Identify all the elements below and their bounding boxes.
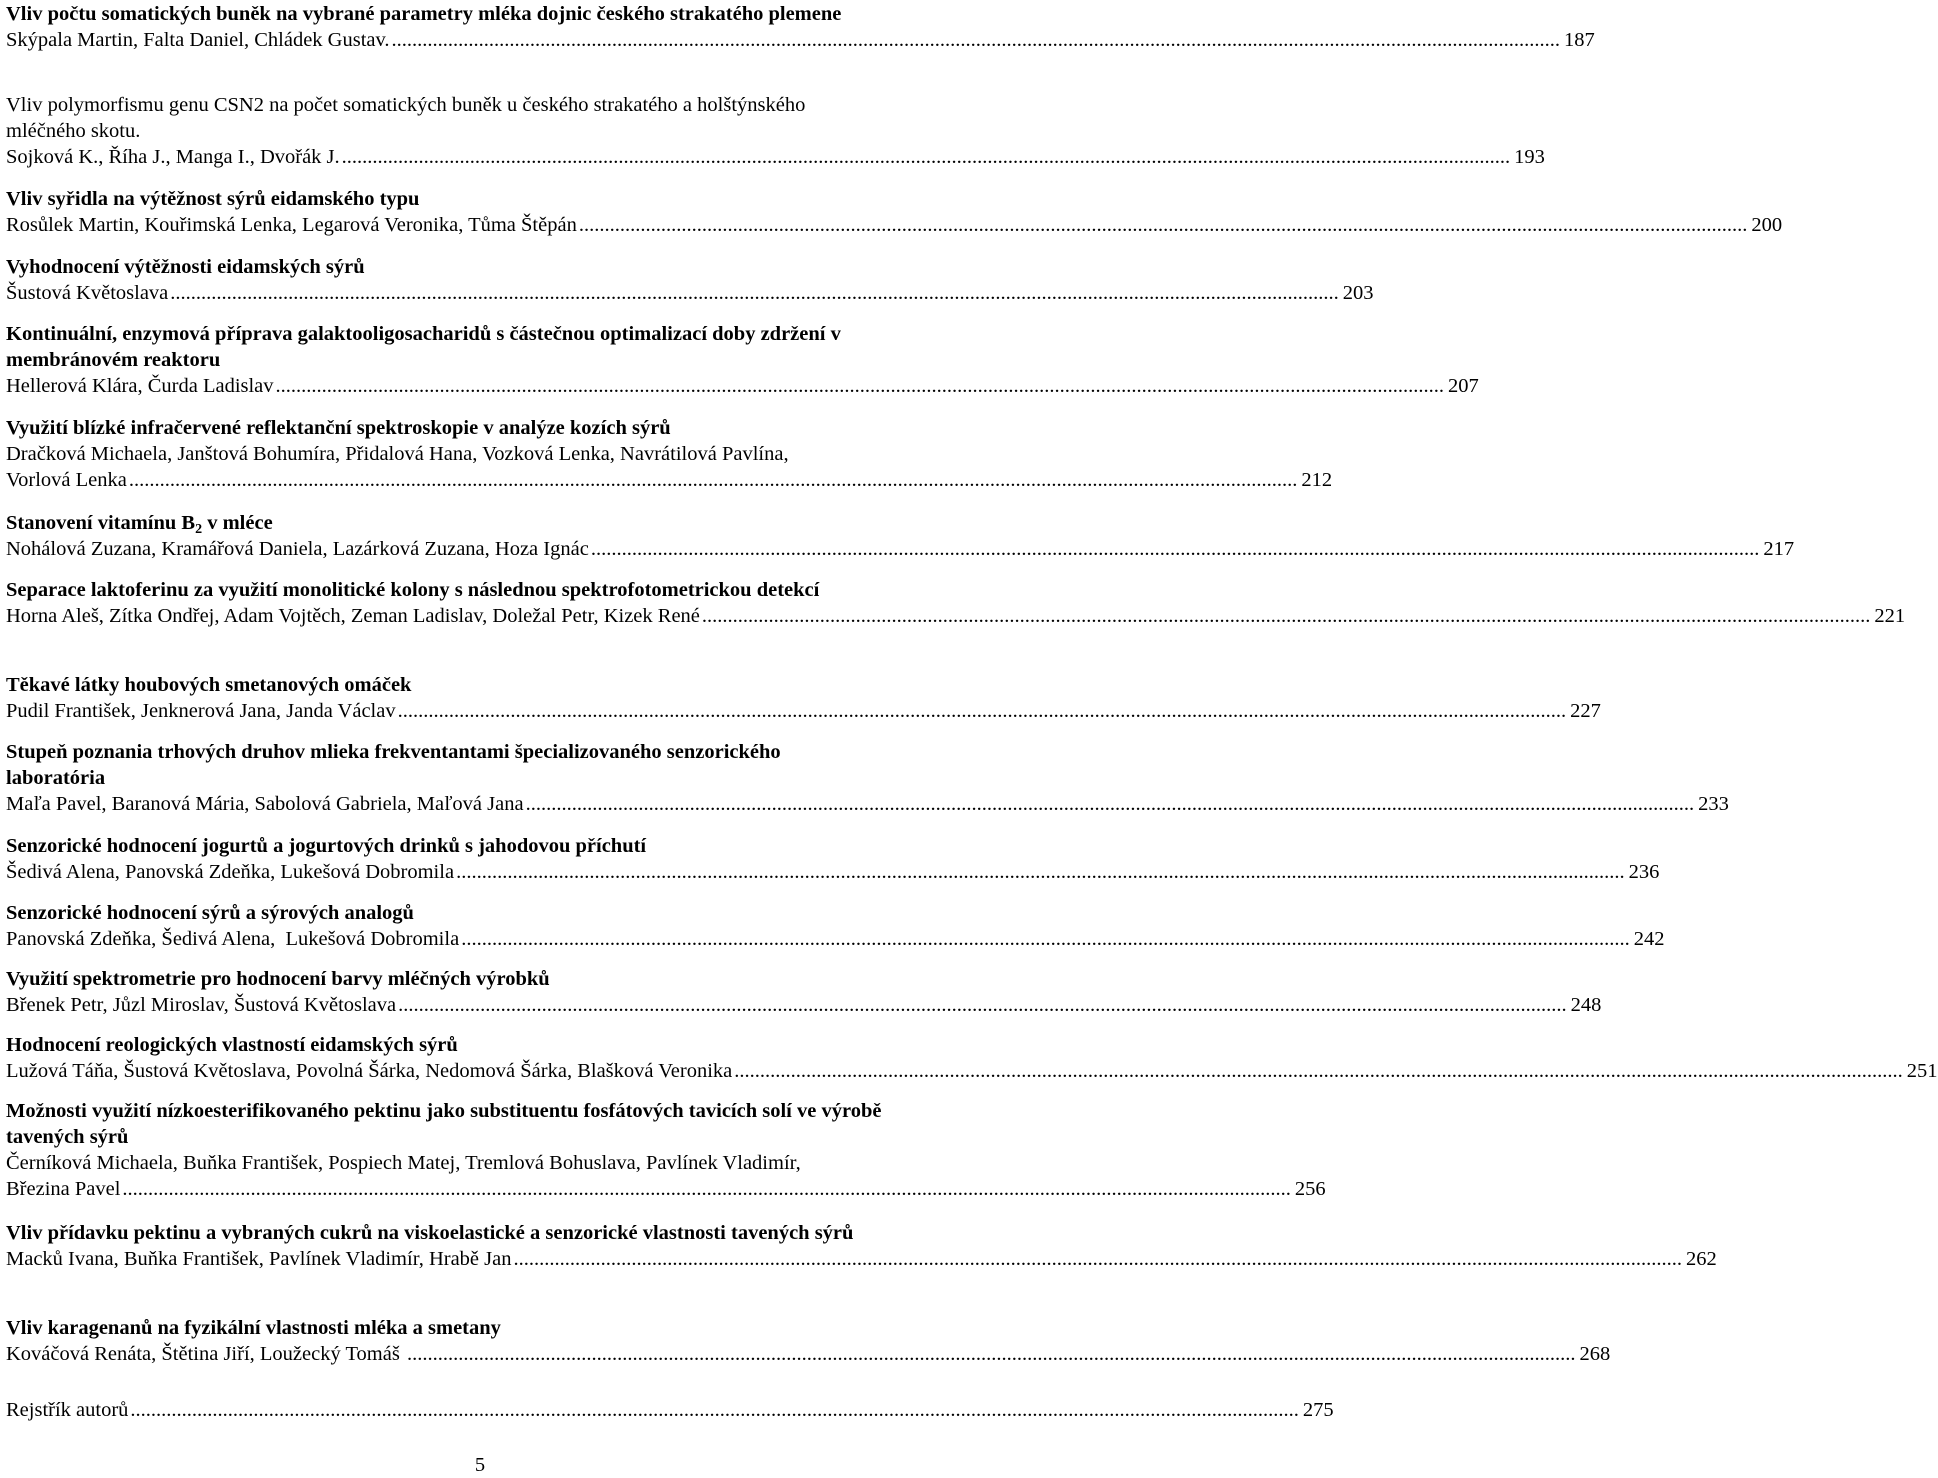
- entry-authors-line: [6, 1176, 1326, 1202]
- entry-title: Vliv karagenanů na fyzikální vlastnosti mléka a smetany: [6, 1317, 501, 1339]
- entry-authors: Macků Ivana, Buňka František, Pavlínek Vladimír, Hrabě Jan: [6, 1248, 512, 1270]
- toc-entry: [6, 1315, 1611, 1367]
- entry-authors-line: [6, 859, 1660, 885]
- entry-authors-line: [6, 280, 1374, 306]
- entry-authors: Pudil František, Jenknerová Jana, Janda Václav: [6, 700, 396, 722]
- entry-authors-line: [6, 992, 1602, 1018]
- page-number: 5: [474, 1454, 486, 1476]
- entry-authors: Hellerová Klára, Čurda Ladislav: [6, 375, 274, 397]
- author-index-entry[interactable]: [6, 1397, 1334, 1423]
- entry-authors: Rosůlek Martin, Kouřimská Lenka, Legarová Veronika, Tůma Štěpán: [6, 214, 577, 236]
- entry-page: 203: [1342, 282, 1374, 304]
- entry-page: 227: [1570, 700, 1601, 722]
- entry-title: Využití spektrometrie pro hodnocení barvy mléčných výrobků: [6, 968, 550, 990]
- title-text: Stanovení vitamínu B: [6, 512, 196, 534]
- entry-page: 212: [1301, 469, 1333, 491]
- entry-page: 207: [1448, 375, 1479, 397]
- entry-title: Vyhodnocení výtěžnosti eidamských sýrů: [6, 256, 365, 278]
- toc-entry: [6, 254, 1374, 306]
- entry-page: 236: [1628, 861, 1660, 883]
- title-text-end: v mléce: [202, 512, 273, 534]
- entry-authors-line: [6, 536, 1795, 562]
- entry-title: Vliv syřidla na výtěžnost sýrů eidamského typu: [6, 188, 420, 210]
- entry-authors: Skýpala Martin, Falta Daniel, Chládek Gustav.: [6, 29, 390, 51]
- entry-title: Vliv počtu somatických buněk na vybrané parametry mléka dojnic českého strakatého plemene: [6, 3, 842, 25]
- toc-entry: [6, 577, 1906, 629]
- leader-dots: [122, 1176, 1291, 1202]
- toc-entry: [6, 966, 1602, 1018]
- entry-title: Vliv polymorfismu genu CSN2 na počet somatických buněk u českého strakatého a holštýnského mléčného skotu.: [6, 94, 806, 142]
- author-index-label: Rejstřík autorů: [6, 1399, 129, 1421]
- entry-title: Senzorické hodnocení jogurtů a jogurtových drinků s jahodovou příchutí: [6, 835, 647, 857]
- entry-page: 193: [1514, 146, 1545, 168]
- entry-page: 200: [1751, 214, 1783, 236]
- entry-authors-line: [6, 1246, 1717, 1272]
- toc-entry: [6, 1220, 1717, 1272]
- leader-dots: [513, 1246, 1682, 1272]
- toc-entry: [6, 1098, 1326, 1202]
- leader-dots: [170, 280, 1339, 306]
- entry-title: Separace laktoferinu za využití monolitické kolony s následnou spektrofotometrickou detekcí: [6, 579, 820, 601]
- entry-page: 248: [1570, 994, 1602, 1016]
- toc-entry: [6, 1, 1595, 53]
- entry-title: Senzorické hodnocení sýrů a sýrových analogů: [6, 902, 414, 924]
- entry-title: Stupeň poznania trhových druhov mlieka frekventantami špecializovaného senzorického laboratória: [6, 741, 781, 789]
- leader-dots: [392, 27, 1561, 53]
- entry-authors: Vorlová Lenka: [6, 469, 127, 491]
- entry-page: 242: [1633, 928, 1665, 950]
- leader-dots: [461, 926, 1630, 952]
- entry-page: 275: [1302, 1399, 1334, 1421]
- entry-authors: Sojková K., Říha J., Manga I., Dvořák J.: [6, 146, 340, 168]
- toc-entry: [6, 321, 1479, 399]
- entry-authors: Maľa Pavel, Baranová Mária, Sabolová Gabriela, Maľová Jana: [6, 793, 524, 815]
- leader-dots: [734, 1058, 1903, 1084]
- entry-title: Využití blízké infračervené reflektanční spektroskopie v analýze kozích sýrů: [6, 417, 671, 439]
- entry-title: Možnosti využití nízkoesterifikovaného pektinu jako substituentu fosfátových tavicích solí ve výrobě tavených sýrů: [6, 1100, 882, 1148]
- entry-authors-line: [6, 144, 1545, 170]
- toc-entry: [6, 833, 1660, 885]
- entry-authors-line: [6, 1397, 1334, 1423]
- entry-title: [6, 510, 960, 536]
- leader-dots: [526, 791, 1695, 817]
- toc-entry: [6, 510, 1795, 562]
- entry-title: Kontinuální, enzymová příprava galaktooligosacharidů s částečnou optimalizací doby zdržení v membránovém reaktoru: [6, 323, 841, 371]
- toc-entry: [6, 672, 1601, 724]
- entry-authors-line: [6, 1341, 1611, 1367]
- toc-entry: [6, 415, 1333, 493]
- entry-authors: Horna Aleš, Zítka Ondřej, Adam Vojtěch, Zeman Ladislav, Doležal Petr, Kizek René: [6, 605, 700, 627]
- entry-authors-line: [6, 926, 1665, 952]
- entry-authors: Kováčová Renáta, Štětina Jiří, Loužecký Tomáš: [6, 1343, 405, 1365]
- leader-dots: [407, 1341, 1576, 1367]
- entry-authors-line: [6, 1058, 1938, 1084]
- entry-authors: Šedivá Alena, Panovská Zdeňka, Lukešová Dobromila: [6, 861, 455, 883]
- leader-dots: [702, 603, 1871, 629]
- entry-page: 256: [1294, 1178, 1326, 1200]
- entry-page: 233: [1698, 793, 1729, 815]
- entry-page: 268: [1579, 1343, 1611, 1365]
- toc-entry: [6, 186, 1783, 238]
- entry-title: Těkavé látky houbových smetanových omáček: [6, 674, 412, 696]
- toc-entry: [6, 1032, 1938, 1084]
- entry-page: 251: [1906, 1060, 1938, 1082]
- subscript: 2: [195, 522, 203, 537]
- toc-entry: [6, 92, 1545, 170]
- entry-authors-line: [6, 791, 1729, 817]
- leader-dots: [129, 467, 1298, 493]
- leader-dots: [398, 992, 1567, 1018]
- entry-page: 187: [1564, 29, 1595, 51]
- entry-authors: Panovská Zdeňka, Šedivá Alena, Lukešová Dobromila: [6, 928, 460, 950]
- entry-authors-line: [6, 698, 1601, 724]
- entry-authors: Břenek Petr, Jůzl Miroslav, Šustová Květoslava: [6, 994, 397, 1016]
- entry-authors-first-line: Dračková Michaela, Janštová Bohumíra, Přidalová Hana, Vozková Lenka, Navrátilová Pavlína,: [6, 443, 789, 465]
- leader-dots: [398, 698, 1567, 724]
- leader-dots: [456, 859, 1625, 885]
- leader-dots: [276, 373, 1445, 399]
- entry-authors-first-line: Černíková Michaela, Buňka František, Pospiech Matej, Tremlová Bohuslava, Pavlínek Vladimír,: [6, 1152, 801, 1174]
- entry-authors: Nohálová Zuzana, Kramářová Daniela, Lazárková Zuzana, Hoza Ignác: [6, 538, 589, 560]
- entry-title: Hodnocení reologických vlastností eidamských sýrů: [6, 1034, 458, 1056]
- entry-authors: Lužová Táňa, Šustová Květoslava, Povolná Šárka, Nedomová Šárka, Blašková Veronika: [6, 1060, 733, 1082]
- entry-authors: Březina Pavel: [6, 1178, 121, 1200]
- entry-authors-line: [6, 373, 1479, 399]
- entry-authors-line: [6, 27, 1595, 53]
- leader-dots: [342, 144, 1511, 170]
- entry-page: 262: [1685, 1248, 1717, 1270]
- leader-dots: [591, 536, 1760, 562]
- entry-authors: Šustová Květoslava: [6, 282, 169, 304]
- toc-entry: [6, 739, 1729, 817]
- entry-authors-line: [6, 212, 1783, 238]
- entry-page: 221: [1874, 605, 1906, 627]
- leader-dots: [579, 212, 1748, 238]
- entry-title: Vliv přídavku pektinu a vybraných cukrů na viskoelastické a senzorické vlastnosti tavených sýrů: [6, 1222, 854, 1244]
- leader-dots: [130, 1397, 1299, 1423]
- entry-page: 217: [1763, 538, 1795, 560]
- entry-authors-line: [6, 603, 1906, 629]
- entry-authors-line: [6, 467, 1333, 493]
- toc-entry: [6, 900, 1665, 952]
